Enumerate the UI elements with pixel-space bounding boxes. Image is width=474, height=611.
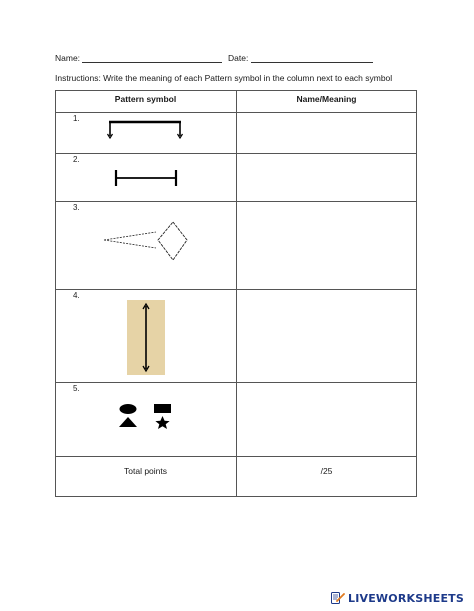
row-number: 3. (73, 203, 80, 212)
liveworksheets-logo-icon (331, 592, 345, 605)
answer-cell-1[interactable] (237, 113, 416, 152)
total-points-value: /25 (320, 466, 333, 476)
answer-cell-5[interactable] (237, 383, 416, 455)
date-label: Date: (228, 53, 249, 63)
column-header-pattern-symbol: Pattern symbol (114, 94, 177, 104)
instructions: Instructions: Write the meaning of each Pattern symbol in the column next to each symbol (55, 73, 393, 83)
brand-text: LIVEWORKSHEETS (348, 592, 464, 605)
pattern-table (55, 90, 417, 497)
row-number: 4. (73, 291, 80, 300)
answer-cell-3[interactable] (237, 202, 416, 288)
name-blank[interactable] (82, 54, 222, 63)
total-points-label: Total points (124, 466, 167, 476)
row-number: 5. (73, 384, 80, 393)
name-label: Name: (55, 53, 81, 63)
vertical-double-arrow-icon (139, 302, 153, 373)
ellipse-triangle-square-star-icon (117, 403, 177, 431)
row-number: 2. (73, 155, 80, 164)
row-number: 1. (73, 114, 80, 123)
horizontal-line-end-bars-icon (113, 168, 179, 188)
date-blank[interactable] (251, 54, 373, 63)
liveworksheets-brand (331, 592, 464, 605)
answer-cell-4[interactable] (237, 290, 416, 381)
name-field (55, 53, 222, 63)
converging-lines-diamond-icon (101, 220, 193, 268)
answer-cell-2[interactable] (237, 154, 416, 200)
row-divider (55, 456, 417, 457)
date-field (228, 53, 373, 63)
bracket-down-arrows-icon (105, 119, 185, 141)
column-header-name-meaning: Name/Meaning (296, 94, 357, 104)
